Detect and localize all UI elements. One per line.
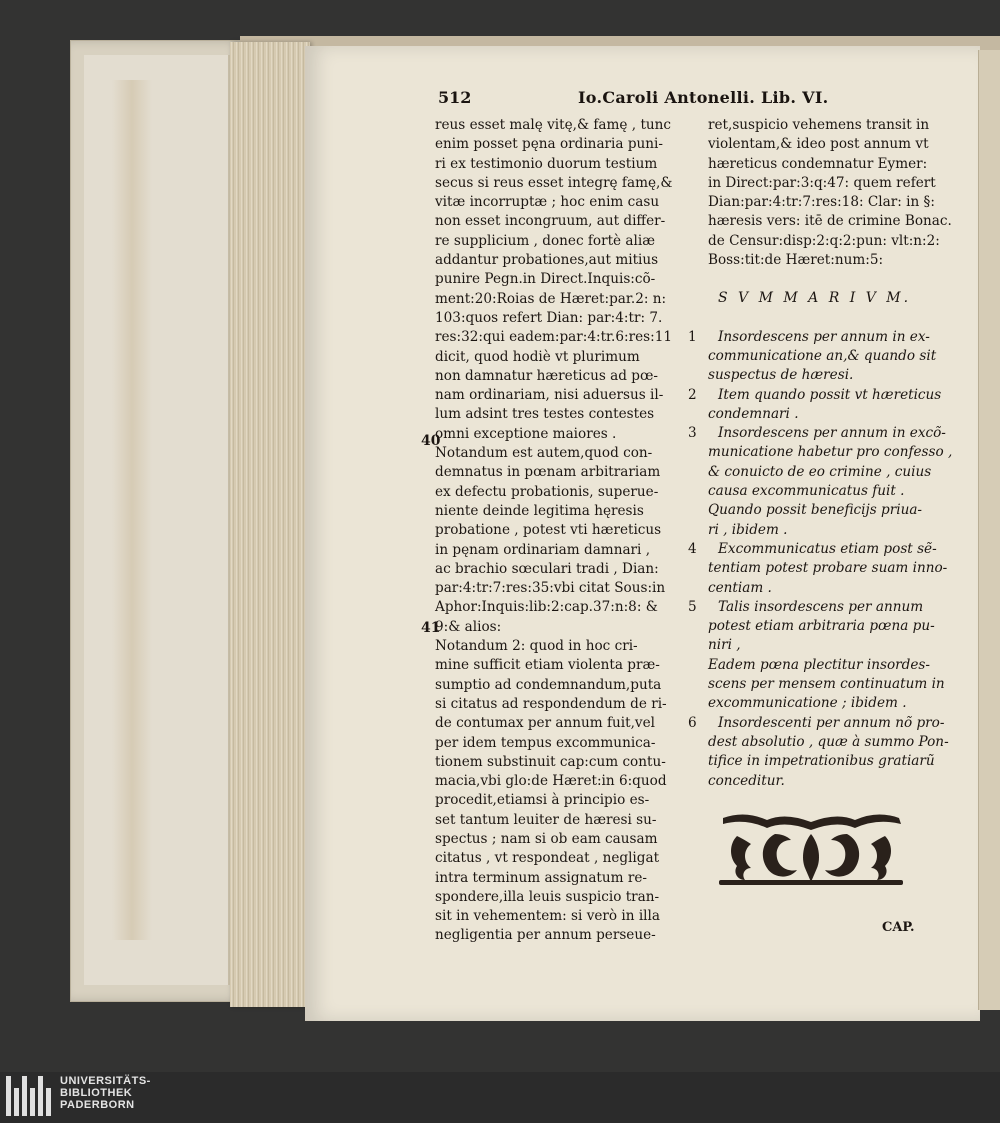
- right-text-column: [688, 116, 958, 791]
- running-title: Io.Caroli Antonelli. Lib. VI.: [578, 88, 829, 107]
- text-line: si citatus ad respondendum de ri-: [435, 695, 667, 712]
- text-line: Notandum 2: quod in hoc cri-: [435, 638, 638, 655]
- text-line: enim posset pęna ordinaria puni-: [435, 136, 663, 153]
- summary-number: 1: [688, 328, 697, 345]
- text-line: tionem substinuit cap:cum contu-: [435, 753, 666, 770]
- text-line: intra terminum assignatum re-: [435, 869, 647, 886]
- logo-line: UNIVERSITÄTS-: [60, 1075, 151, 1087]
- margin-number: 40: [421, 433, 441, 449]
- logo-line: BIBLIOTHEK: [60, 1087, 133, 1099]
- summary-line: suspectus de hæresi.: [708, 367, 854, 384]
- summary-line: communicatione an,& quando sit: [708, 347, 937, 364]
- summary-number: 2: [688, 386, 697, 403]
- summary-line: municatione habetur pro confesso ,: [708, 444, 953, 461]
- text-line: Boss:tit:de Hæret:num:5:: [708, 252, 884, 269]
- text-line: ment:20:Roias de Hæret:par.2: n:: [435, 290, 667, 307]
- summary-line: tifice in impetrationibus gratiarũ: [708, 753, 935, 770]
- summary-line: conceditur.: [708, 772, 785, 789]
- page-stack-edges: [230, 42, 310, 1007]
- left-text-column: [435, 116, 685, 946]
- text-line: 9:& alios:: [435, 618, 502, 635]
- text-line: punire Pegn.in Direct.Inquis:cõ-: [435, 271, 656, 288]
- text-line: spectus ; nam si ob eam causam: [435, 830, 658, 847]
- text-line: sit in vehementem: si verò in illa: [435, 908, 660, 925]
- text-line: niente deinde legitima hęresis: [435, 502, 644, 519]
- summary-line: tentiam potest probare suam inno-: [708, 560, 948, 577]
- text-line: lum adsint tres testes contestes: [435, 406, 655, 423]
- text-line: vitæ incorruptæ ; hoc enim casu: [435, 194, 660, 211]
- summary-line: Item quando possit vt hæreticus: [718, 386, 942, 403]
- text-line: demnatus in pœnam arbitrariam: [435, 464, 661, 481]
- library-logo-icon: [6, 1076, 51, 1116]
- summary-line: Insordescenti per annum nõ pro-: [718, 714, 945, 731]
- text-line: addantur probationes,aut mitius: [435, 252, 659, 269]
- text-line: violentam,& ideo post annum vt: [708, 136, 929, 153]
- text-line: citatus , vt respondeat , negligat: [435, 850, 660, 867]
- text-line: hæresis vers: itē de crimine Bonac.: [708, 213, 952, 230]
- text-line: Aphor:Inquis:lib:2:cap.37:n:8: &: [435, 599, 658, 616]
- summary-line: niri ,: [708, 637, 741, 654]
- text-line: set tantum leuiter de hæresi su-: [435, 811, 657, 828]
- paper-stain: [112, 80, 152, 940]
- summary-line: centiam .: [708, 579, 772, 596]
- text-line: spondere,illa leuis suspicio tran-: [435, 888, 660, 905]
- text-line: mine sufficit etiam violenta præ-: [435, 657, 660, 674]
- text-line: dicit, quod hodiè vt plurimum: [435, 348, 640, 365]
- text-line: macia,vbi glo:de Hæret:in 6:quod: [435, 773, 667, 790]
- text-line: Notandum est autem,quod con-: [435, 445, 653, 462]
- margin-number: 41: [421, 620, 441, 636]
- summary-line: & conuicto de eo crimine , cuius: [708, 463, 932, 480]
- summary-line: condemnari .: [708, 405, 799, 422]
- summary-item: [688, 540, 958, 598]
- text-line: procedit,etiamsi à principio es-: [435, 792, 650, 809]
- summary-item: [688, 598, 958, 714]
- page-number: 512: [438, 88, 472, 107]
- summary-line: excommunicatione ; ibidem .: [708, 695, 907, 712]
- text-line: Dian:par:4:tr:7:res:18: Clar: in §:: [708, 194, 935, 211]
- summary-line: Quando possit beneficijs priua-: [708, 502, 923, 519]
- summary-item: [688, 386, 958, 425]
- summary-heading: S V M M A R I V M.: [718, 290, 912, 307]
- summary-line: Insordescens per annum in ex-: [718, 328, 930, 345]
- text-line: non damnatur hæreticus ad pœ-: [435, 367, 659, 384]
- text-line: omni exceptione maiores .: [435, 425, 617, 442]
- text-line: 103:quos refert Dian: par:4:tr: 7.: [435, 309, 663, 326]
- text-line: reus esset malę vitę,& famę , tunc: [435, 117, 672, 133]
- right-page-edge: [978, 50, 1000, 1010]
- library-logo-text: [60, 1075, 151, 1111]
- summary-line: dest absolutio , quæ à summo Pon-: [708, 733, 949, 750]
- summary-line: Talis insordescens per annum: [718, 598, 924, 615]
- logo-line: PADERBORN: [60, 1099, 135, 1111]
- text-line: per idem tempus excommunica-: [435, 734, 656, 751]
- summary-item: [688, 328, 958, 386]
- printer-ornament: [715, 810, 907, 888]
- text-line: in pęnam ordinariam damnari ,: [435, 541, 651, 558]
- text-line: par:4:tr:7:res:35:vbi citat Sous:in: [435, 580, 666, 597]
- summary-number: 4: [688, 540, 697, 557]
- summary-number: 5: [688, 598, 697, 615]
- summary-item: [688, 424, 958, 540]
- summary-number: 6: [688, 714, 697, 731]
- text-line: res:32:qui eadem:par:4:tr.6:res:11: [435, 329, 672, 346]
- summary-line: potest etiam arbitraria pœna pu-: [708, 618, 935, 635]
- text-line: de Censur:disp:2:q:2:pun: vlt:n:2:: [708, 232, 940, 249]
- text-line: hæreticus condemnatur Eymer:: [708, 155, 928, 172]
- text-line: de contumax per annum fuit,vel: [435, 715, 655, 732]
- catchword: CAP.: [882, 920, 915, 935]
- text-line: ri ex testimonio duorum testium: [435, 155, 658, 172]
- summary-line: causa excommunicatus fuit .: [708, 483, 905, 500]
- text-line: ac brachio sœculari tradi , Dian:: [435, 560, 659, 577]
- left-endpaper: [84, 55, 230, 985]
- text-line: probatione , potest vti hæreticus: [435, 522, 662, 539]
- text-line: re supplicium , donec fortè aliæ: [435, 232, 656, 249]
- text-line: in Direct:par:3:q:47: quem refert: [708, 174, 936, 191]
- summary-number: 3: [688, 425, 697, 442]
- text-line: nam ordinariam, nisi aduersus il-: [435, 387, 664, 404]
- text-line: secus si reus esset integrę famę,&: [435, 174, 673, 191]
- summary-line: Excommunicatus etiam post sẽ-: [718, 540, 937, 557]
- text-line: sumptio ad condemnandum,puta: [435, 676, 662, 693]
- text-line: ex defectu probationis, superue-: [435, 483, 659, 500]
- text-line: non esset incongruum, aut differ-: [435, 213, 666, 230]
- summary-item: [688, 714, 958, 791]
- summary-line: ri , ibidem .: [708, 521, 788, 538]
- summary-line: Insordescens per annum in excõ-: [718, 425, 946, 442]
- text-line: ret,suspicio vehemens transit in: [708, 117, 930, 133]
- summary-line: scens per mensem continuatum in: [708, 676, 945, 693]
- summary-line: Eadem pœna plectitur insordes-: [708, 656, 930, 673]
- text-line: negligentia per annum perseue-: [435, 927, 656, 944]
